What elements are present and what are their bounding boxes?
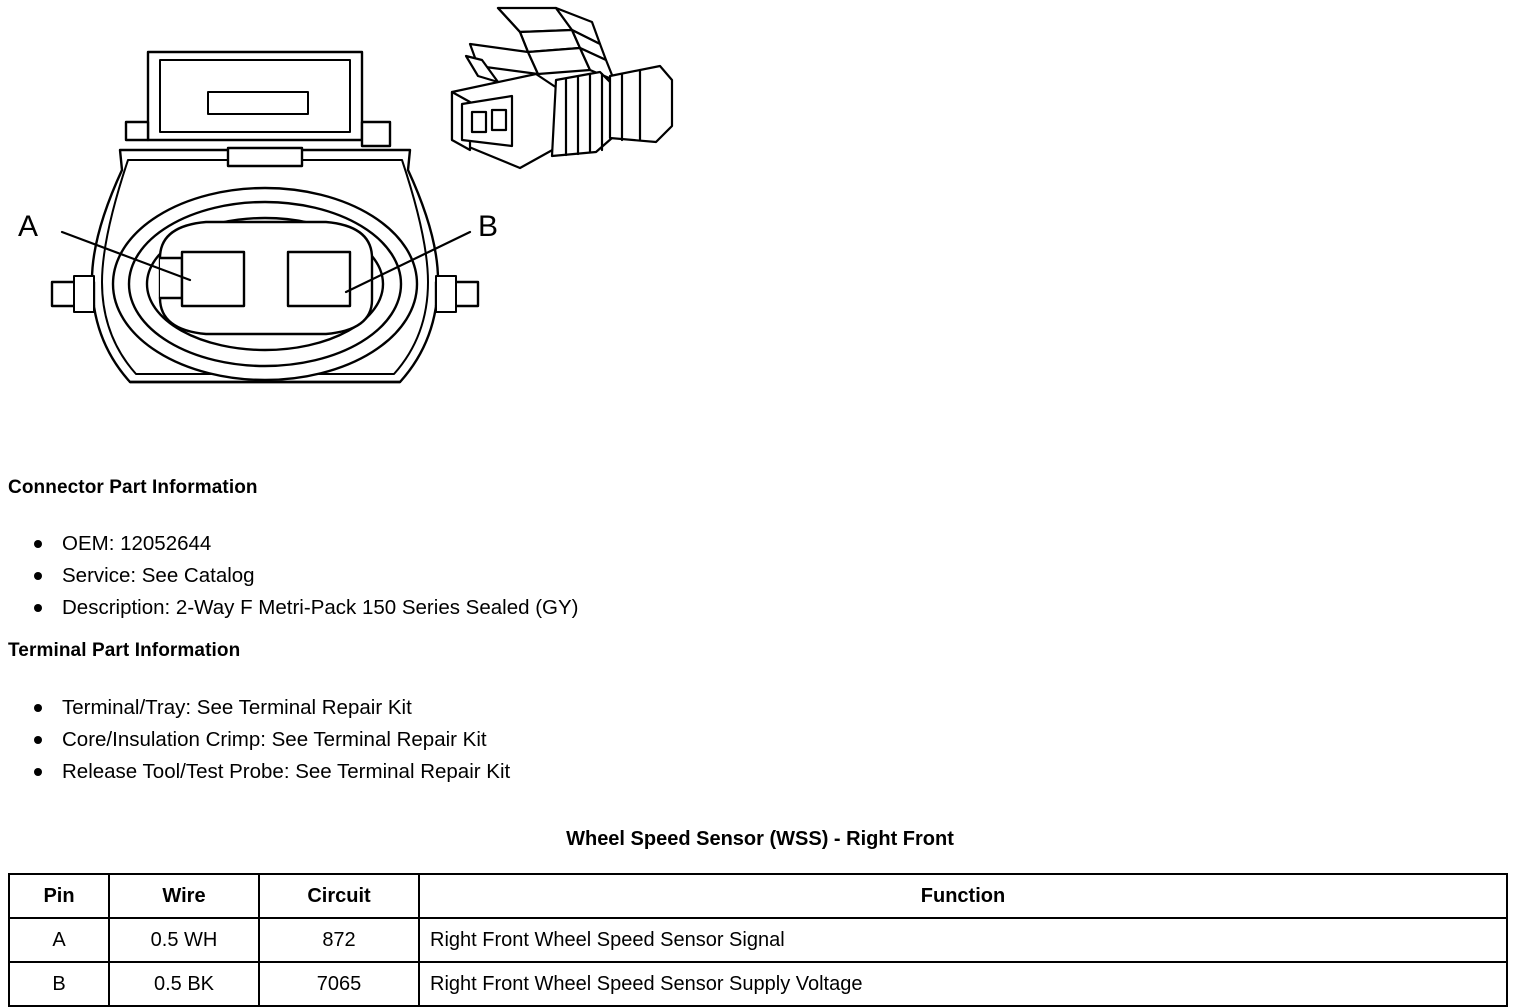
cell-wire: 0.5 WH <box>109 918 259 962</box>
cell-pin: A <box>9 918 109 962</box>
table-row <box>9 962 1507 1006</box>
column-header-pin: Pin <box>9 874 109 918</box>
list-item-text: Release Tool/Test Probe: See Terminal Repair Kit <box>62 760 511 783</box>
list-item <box>30 592 578 624</box>
cell-function: Right Front Wheel Speed Sensor Signal <box>419 918 1507 962</box>
bullet-icon <box>34 604 42 612</box>
list-item <box>30 528 578 560</box>
large-connector-view <box>52 52 478 382</box>
pin-table <box>8 873 1508 1007</box>
callout-label-a: A <box>17 210 38 243</box>
connector-part-information-heading: Connector Part Information <box>8 477 258 498</box>
list-item-text: Terminal/Tray: See Terminal Repair Kit <box>62 696 412 719</box>
cell-pin: B <box>9 962 109 1006</box>
terminal-part-information-list <box>30 692 510 788</box>
list-item-text: Description: 2-Way F Metri-Pack 150 Series Sealed (GY) <box>62 596 579 619</box>
terminal-part-information-heading: Terminal Part Information <box>8 640 241 661</box>
bullet-icon <box>34 736 42 744</box>
small-connector-view <box>452 8 672 168</box>
column-header-function: Function <box>419 874 1507 918</box>
pin-table-title: Wheel Speed Sensor (WSS) - Right Front <box>566 828 954 850</box>
bullet-icon <box>34 540 42 548</box>
bullet-icon <box>34 572 42 580</box>
cell-circuit: 872 <box>259 918 419 962</box>
table-header-row <box>9 874 1507 918</box>
list-item-text: OEM: 12052644 <box>62 532 212 555</box>
cell-function: Right Front Wheel Speed Sensor Supply Voltage <box>419 962 1507 1006</box>
connector-illustration <box>0 0 760 440</box>
bullet-icon <box>34 704 42 712</box>
callout-label-b: B <box>478 210 499 243</box>
column-header-circuit: Circuit <box>259 874 419 918</box>
bullet-icon <box>34 768 42 776</box>
connector-drawing <box>0 0 760 440</box>
list-item <box>30 692 510 724</box>
list-item <box>30 724 510 756</box>
table-row <box>9 918 1507 962</box>
list-item-text: Core/Insulation Crimp: See Terminal Repair Kit <box>62 728 487 751</box>
column-header-wire: Wire <box>109 874 259 918</box>
list-item-text: Service: See Catalog <box>62 564 255 587</box>
cell-circuit: 7065 <box>259 962 419 1006</box>
list-item <box>30 560 578 592</box>
list-item <box>30 756 510 788</box>
cell-wire: 0.5 BK <box>109 962 259 1006</box>
connector-part-information-list <box>30 528 578 624</box>
